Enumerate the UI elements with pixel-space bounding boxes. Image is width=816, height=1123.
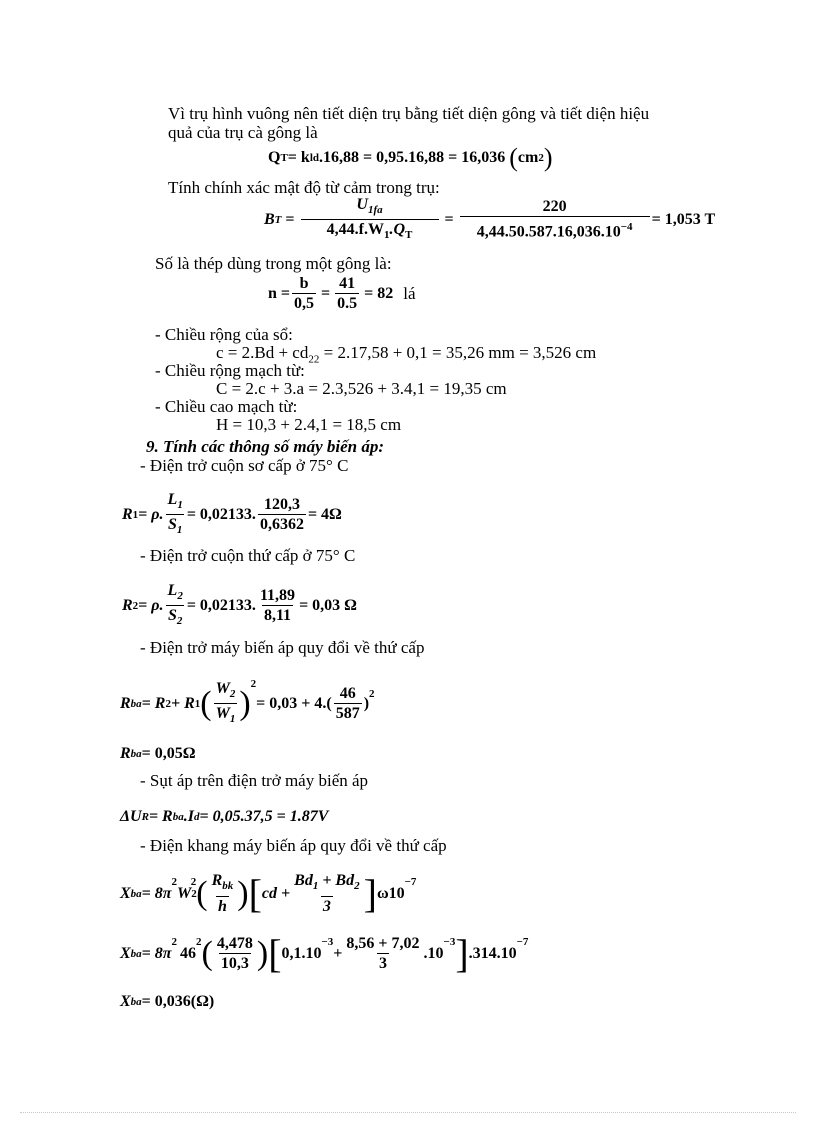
section-heading: 9. Tính các thông số máy biến áp: bbox=[146, 437, 385, 456]
equation-bt: B T = $\frac{U_{1fa}}{4,44.f.W_1.Q_T}$ = $\frac{220}{4,44.50.587.16,036.10^{-4}}$ = 1,053 T bbox=[264, 196, 715, 244]
eq-result: = 1,053 T bbox=[651, 211, 716, 228]
fraction-x1-r: $\frac{R_{bk}}{h}$ bbox=[211, 872, 234, 915]
fraction-rba-n: $\frac{46}{587}$ bbox=[335, 685, 360, 722]
eq-symbol: Q bbox=[268, 149, 281, 166]
paragraph-line-5: - Chiều rộng của sổ: bbox=[155, 325, 293, 344]
paragraph-line-6: $c = 2.Bd + cd_{22} = 2.17,58 + 0,1 = 35,26$ mm = 3,526 cm bbox=[216, 343, 597, 366]
paren-close: ) bbox=[543, 143, 553, 172]
fraction-n-2: $\frac{41}{0.5}$ bbox=[337, 275, 358, 312]
bracket-open: [ bbox=[268, 931, 282, 976]
bullet-5: - Điện khang máy biến áp quy đổi về thứ cấp bbox=[140, 836, 447, 855]
paren-open: ( bbox=[201, 935, 213, 972]
fraction-r1-2: $\frac{120,3}{0,6362}$ bbox=[259, 496, 304, 533]
equation-n: n = $\frac{b}{0,5}$ = $\frac{41}{0.5}$ = 82 lá bbox=[268, 275, 416, 312]
fraction-n-1: $\frac{b}{0,5}$ bbox=[294, 275, 315, 312]
equation-r2: R 2 = ρ. $\frac{L_2}{S_2}$ = 0,02133. $\frac{11,89}{8,11}$ = 0,03 Ω bbox=[122, 583, 357, 629]
bracket-close: ] bbox=[455, 931, 469, 976]
paragraph-line-8: C = 2.c + 3.a = 2.3,526 + 3.4,1 = 19,35 cm bbox=[216, 379, 507, 398]
equation-xba-result: X ba = 0,036(Ω) bbox=[120, 993, 215, 1010]
fraction-bt-2: $\frac{220}{4,44.50.587.16,036.10^{-4}}$ bbox=[460, 198, 650, 241]
equation-qt bbox=[268, 143, 553, 172]
page-bottom-divider bbox=[20, 1112, 796, 1113]
eq-subscript: T bbox=[274, 214, 282, 226]
paren-close: ) bbox=[237, 875, 249, 912]
fraction-x2-r: $\frac{4,478}{10,3}$ bbox=[216, 935, 253, 972]
equation-rba: R ba = R 2 + R 1 ( $\frac{W_2}{W_1}$ ) $^2$ = 0,03 + 4.( $\frac{46}{587}$ ) $^2$ bbox=[120, 676, 375, 732]
fraction-x1-bd: $\frac{Bd_1 + Bd_2}{3}$ bbox=[294, 872, 360, 915]
bullet-4: - Sụt áp trên điện trở máy biến áp bbox=[140, 771, 369, 790]
paren-close: ) bbox=[256, 935, 269, 972]
paragraph-line-9: - Chiều cao mạch từ: bbox=[155, 397, 298, 416]
eq-subscript: T bbox=[280, 152, 288, 164]
eq-text: .16,88 = 0,95.16,88 = 16,036 bbox=[319, 149, 506, 166]
equation-xba-2: X ba = 8π $^2$ 46 $^2$ ( $\frac{4,478}{10,3}$ ) [ 0,1.10 $^{-3}$ + $\frac{8,56 + 7,02}{3}$ .10 $^{-3}$ ] .314.10 $^{-7}$ bbox=[120, 931, 529, 976]
paragraph-line-3: Tính chính xác mật độ từ cảm trong trụ: bbox=[168, 178, 440, 197]
paren-open: ( bbox=[200, 685, 212, 722]
bullet-1: - Điện trở cuộn sơ cấp ở 75° C bbox=[140, 456, 349, 475]
bracket-open: [ bbox=[248, 871, 262, 916]
eq-result: = 82 bbox=[364, 285, 394, 302]
fraction-bt-1: $\frac{U_{1fa}}{4,44.f.W_1.Q_T}$ bbox=[301, 196, 439, 244]
fraction-x2-bd: $\frac{8,56 + 7,02}{3}$ bbox=[346, 935, 420, 972]
equation-xba-1: X ba = 8π $^2$ W 2 2 ( $\frac{R_{bk}}{h}$ ) [ cd + $\frac{Bd_1 + Bd_2}{3}$ ] ω10 $^{-7}$ bbox=[120, 871, 417, 916]
fraction-rba-w: $\frac{W_2}{W_1}$ bbox=[214, 680, 238, 728]
equation-r1: R 1 = ρ. $\frac{L_1}{S_1}$ = 0,02133. $\frac{120,3}{0,6362}$ = 4Ω bbox=[122, 492, 342, 538]
paragraph-line-4: Số là thép dùng trong một gông là: bbox=[155, 254, 392, 273]
paragraph-line-1: Vì trụ hình vuông nên tiết diện trụ bằng tiết diện gông và tiết diện hiệu bbox=[168, 104, 650, 123]
paren-close: ) bbox=[239, 685, 251, 722]
eq-symbol: n = bbox=[268, 285, 291, 302]
paragraph-line-10: H = 10,3 + 2.4,1 = 18,5 cm bbox=[216, 415, 402, 434]
equation-du: ΔU R = R ba .I d = 0,05.37,5 = 1.87V bbox=[120, 808, 329, 825]
eq-unit: cm bbox=[517, 149, 539, 166]
paragraph-line-7: - Chiều rộng mạch từ: bbox=[155, 361, 305, 380]
equation-rba-result: R ba = 0,05Ω bbox=[120, 745, 196, 762]
fraction-r2-2: $\frac{11,89}{8,11}$ bbox=[259, 587, 296, 624]
paren-open: ( bbox=[509, 143, 518, 172]
eq-subscript: ld bbox=[309, 152, 319, 164]
eq-symbol: B bbox=[264, 211, 275, 228]
eq-text: = k bbox=[287, 149, 310, 166]
bullet-2: - Điện trở cuộn thứ cấp ở 75° C bbox=[140, 546, 356, 565]
eq-unit: lá bbox=[403, 284, 416, 303]
paragraph-line-2: quả của trụ cà gông là bbox=[168, 123, 318, 142]
bullet-3: - Điện trở máy biến áp quy đổi về thứ cấp bbox=[140, 638, 425, 657]
fraction-r1-1: $\frac{L_1}{S_1}$ bbox=[166, 491, 185, 539]
fraction-r2-1: $\frac{L_2}{S_2}$ bbox=[166, 582, 185, 630]
bracket-close: ] bbox=[363, 871, 377, 916]
eq-superscript: 2 bbox=[538, 152, 544, 164]
paren-open: ( bbox=[196, 875, 208, 912]
